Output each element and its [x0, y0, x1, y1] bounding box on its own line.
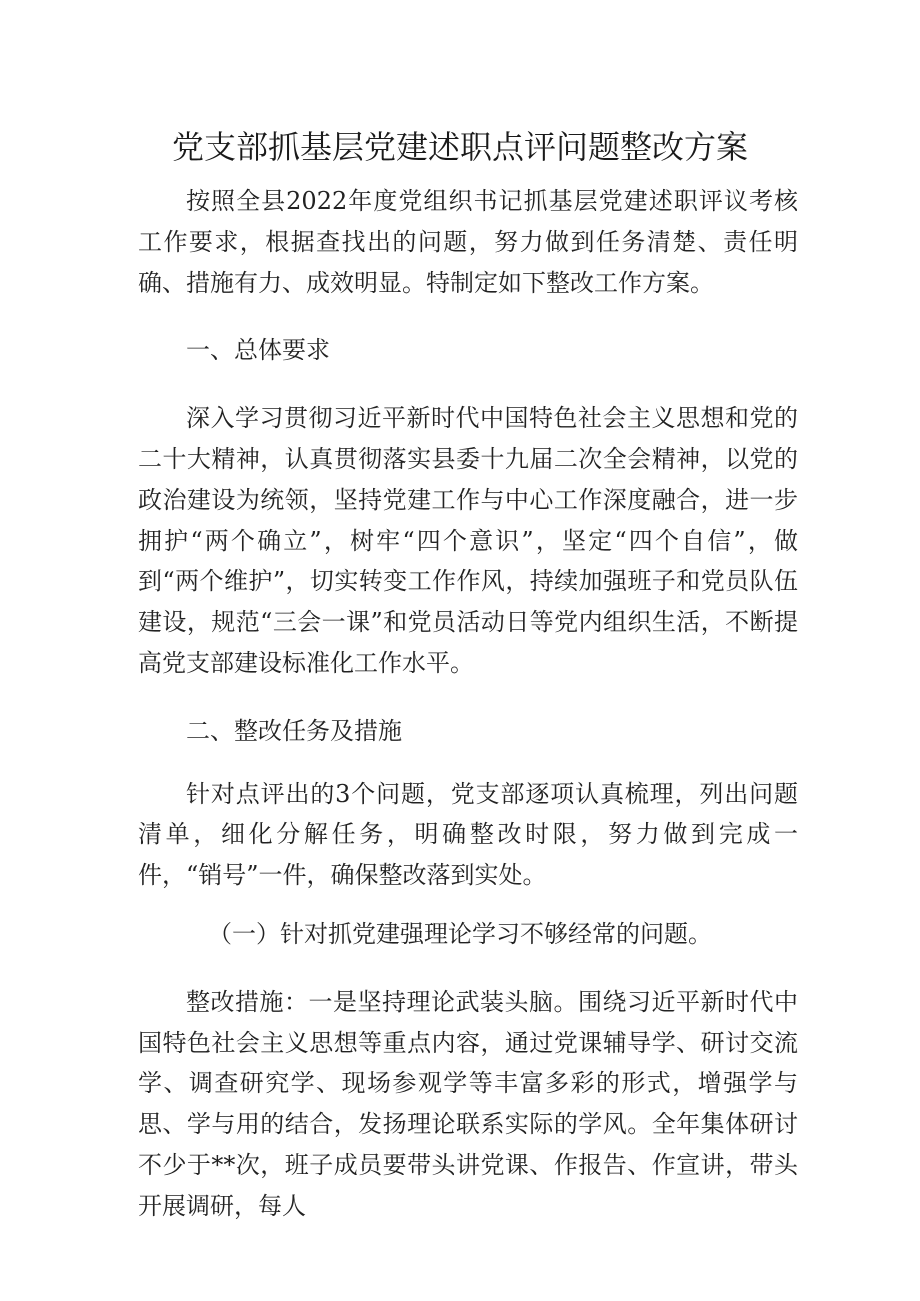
subsection-1-heading: （一）针对抓党建强理论学习不够经常的问题。: [208, 919, 712, 948]
section-2-paragraph: 针对点评出的3个问题，党支部逐项认真梳理，列出问题清单，细化分解任务，明确整改时限，努力做到完成一件，“销号”一件，确保整改落到实处。: [138, 779, 798, 890]
document-title: 党支部抓基层党建述职点评问题整改方案: [171, 128, 748, 166]
section-1-paragraph: 深入学习贯彻习近平新时代中国特色社会主义思想和党的二十大精神，认真贯彻落实县委十九届二次全会精神，以党的政治建设为统领，坚持党建工作与中心工作深度融合，进一步拥护“两个确立”，树牢“四个意识”，坚定“四个自信”，做到“两个维护”，切实转变工作作风，持续加强班子和党员队伍建设，规范“三会一课”和党员活动日等党内组织生活，不断提高党支部建设标准化工作水平。: [138, 404, 798, 677]
document-body: [138, 181, 798, 1227]
subsection-1-paragraph: 整改措施：一是坚持理论武装头脑。围绕习近平新时代中国特色社会主义思想等重点内容，通过党课辅导学、研讨交流学、调查研究学、现场参观学等丰富多彩的形式，增强学与思、学与用的结合，发扬理论联系实际的学风。全年集体研讨不少于**次，班子成员要带头讲党课、作报告、作宣讲，带头开展调研，每人: [138, 987, 798, 1220]
intro-paragraph: 按照全县2022年度党组织书记抓基层党建述职评议考核工作要求，根据查找出的问题，努力做到任务清楚、责任明确、措施有力、成效明显。特制定如下整改工作方案。: [138, 187, 798, 297]
section-1-heading: 一、总体要求: [186, 336, 330, 365]
section-2-heading: 二、整改任务及措施: [186, 716, 402, 745]
